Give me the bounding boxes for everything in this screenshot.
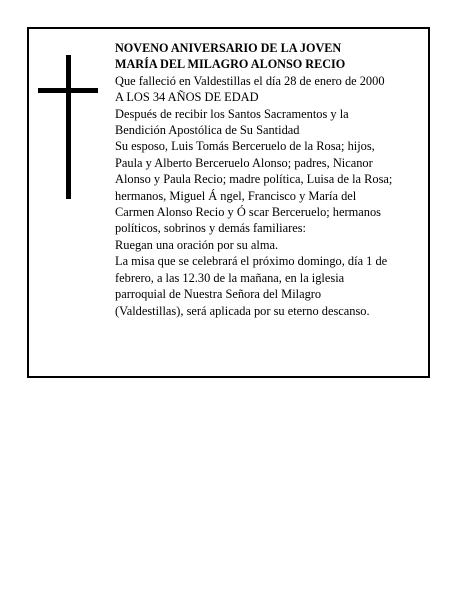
family-line-4: hermanos, Miguel Á ngel, Francisco y María del [115,188,357,203]
sacraments-line-2: Bendición Apostólica de Su Santidad [115,123,300,138]
family-line-5: Carmen Alonso Recio y Ó scar Berceruelo; hermanos [115,205,381,220]
prayer-line: Ruegan una oración por su alma. [115,237,279,252]
notice-title-line-2: MARÍA DEL MILAGRO ALONSO RECIO [115,57,346,72]
mass-line-2: febrero, a las 12.30 de la mañana, en la iglesia [115,270,345,285]
family-line-1: Su esposo, Luis Tomás Berceruelo de la Rosa; hijos, [115,139,375,154]
family-line-6: políticos, sobrinos y demás familiares: [115,221,306,236]
cross-icon [38,55,98,199]
cross-vertical-bar [66,55,71,199]
age-line: A LOS 34 AÑOS DE EDAD [115,90,259,105]
family-line-3: Alonso y Paula Recio; madre política, Luisa de la Rosa; [115,172,393,187]
mass-line-1: La misa que se celebrará el próximo domingo, día 1 de [115,254,388,269]
notice-text [115,40,427,319]
cross-horizontal-bar [38,88,98,93]
notice-title-line-1: NOVENO ANIVERSARIO DE LA JOVEN [115,41,342,55]
sacraments-line-1: Después de recibir los Santos Sacramentos y la [115,106,349,121]
death-date-line: Que falleció en Valdestillas el día 28 de enero de 2000 [115,73,385,88]
mass-line-3: parroquial de Nuestra Señora del Milagro [115,287,322,302]
family-line-2: Paula y Alberto Berceruelo Alonso; padres, Nicanor [115,155,373,170]
mass-line-4: (Valdestillas), será aplicada por su eterno descanso. [115,303,370,318]
obituary-notice [27,27,430,378]
